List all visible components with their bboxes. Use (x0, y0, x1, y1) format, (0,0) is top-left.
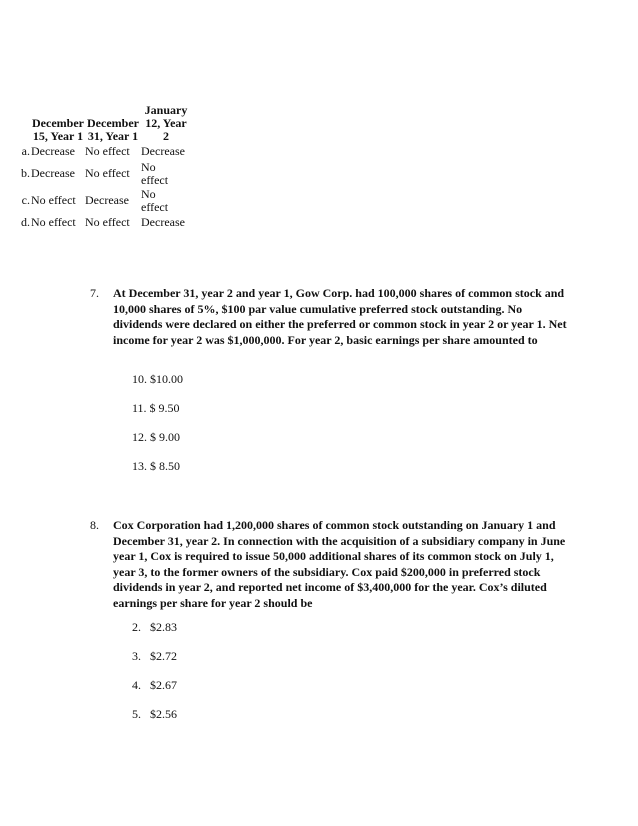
question-8 (90, 518, 570, 612)
header-dec-31: December 31, Year 1 (87, 116, 139, 143)
table-row: b. Decrease No effect No effect (21, 159, 169, 187)
answer-option: 11. $ 9.50 (132, 401, 180, 415)
question-text: At December 31, year 2 and year 1, Gow Corp. had 100,000 shares of common stock and 10,000 shares of 5%, $100 par value cumulative preferred stock outstanding. No dividends were declared on either the preferred or common stock in year 2 or year 1. Net income for year 2 was $1,000,000. For year 2, basic earnings per share amounted to (113, 286, 567, 347)
answer-option: 10. $10.00 (132, 372, 183, 386)
answer-option: 3. $2.72 (132, 649, 177, 663)
table-row: a. Decrease No effect Decrease (21, 144, 185, 158)
header-jan-12: January 12, Year 2 (144, 103, 188, 143)
table-header-row (0, 104, 191, 143)
answer-option: 2. $2.83 (132, 620, 177, 634)
table-row: d. No effect No effect Decrease (21, 215, 185, 229)
question-number: 8. (90, 518, 99, 532)
answer-option: 5. $2.56 (132, 707, 177, 721)
answer-table (0, 104, 191, 231)
question-number: 7. (90, 286, 99, 300)
header-dec-15: December 15, Year 1 (32, 116, 84, 143)
answer-option: 13. $ 8.50 (132, 459, 180, 473)
answer-option: 12. $ 9.00 (132, 430, 180, 444)
question-7 (90, 286, 570, 348)
table-row: c. No effect Decrease No effect (21, 186, 169, 214)
question-text: Cox Corporation had 1,200,000 shares of common stock outstanding on January 1 and December 31, year 2. In connection with the acquisition of a subsidiary company in June year 1, Cox is required to issue 50,000 additional shares of its common stock on July 1, year 3, to the former owners of the subsidiary. Cox paid $200,000 in preferred stock dividends in year 2, and reported net income of $3,400,000 for the year. Cox’s diluted earnings per share for year 2 should be (113, 518, 566, 610)
answer-option: 4. $2.67 (132, 678, 177, 692)
